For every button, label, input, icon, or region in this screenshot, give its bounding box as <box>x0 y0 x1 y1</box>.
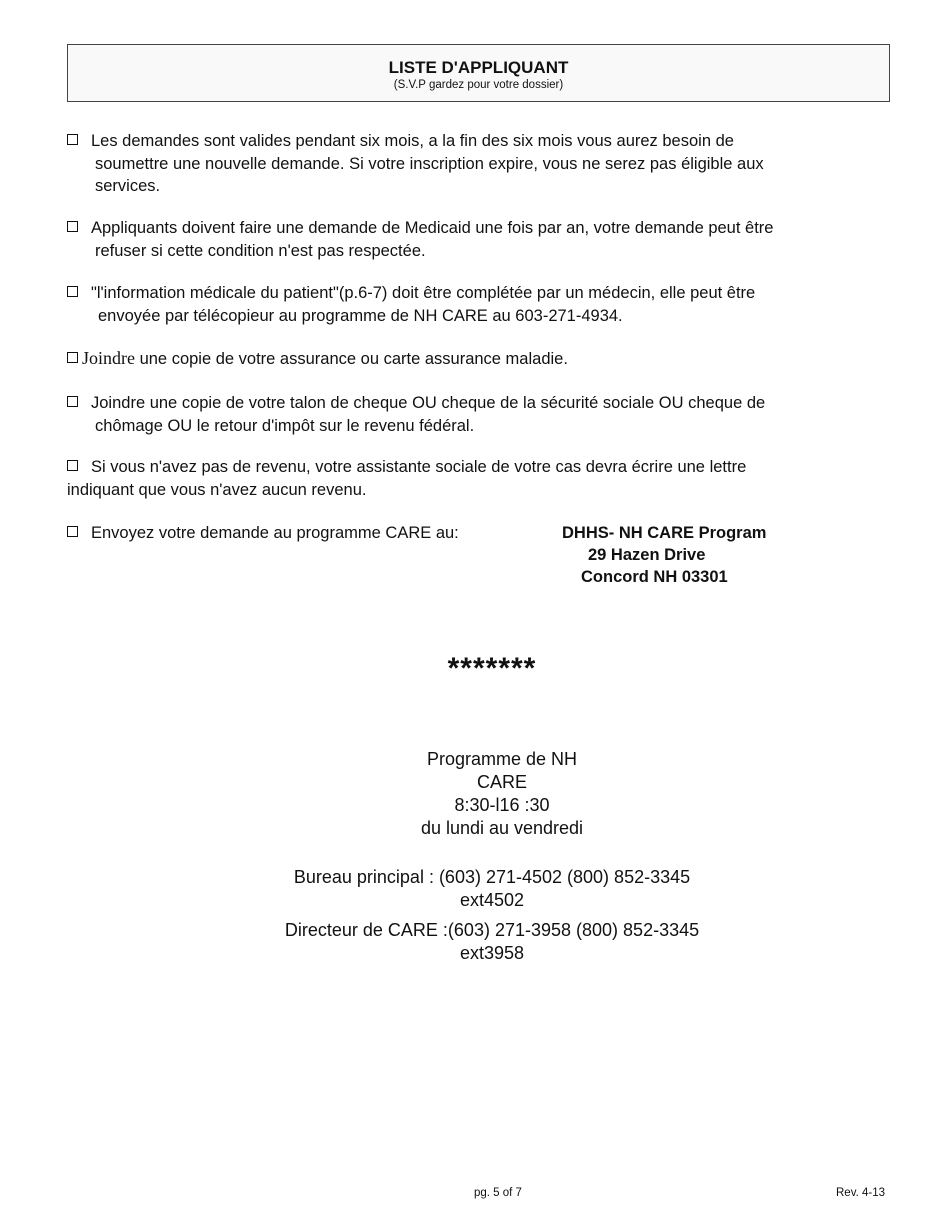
program-info: Programme de NH CARE 8:30-l16 :30 du lundi au vendredi <box>420 749 584 838</box>
checklist-item-no-income: Si vous n'avez pas de revenu, votre assistante sociale de votre cas devra écrire une lettre indiquant que vous n'avez aucun revenu. <box>67 458 747 499</box>
revision-label: Rev. 4-13 <box>836 1187 886 1199</box>
checklist-item-medicaid: Appliquants doivent faire une demande de Medicaid une fois par an, votre demande peut être refuser si cette condition n'est pas respectée. <box>67 217 887 262</box>
checkbox-icon[interactable] <box>67 134 78 145</box>
checkbox-icon[interactable] <box>67 396 78 407</box>
checklist-item-medical-info: "l'information médicale du patient"(p.6-7) doit être complétée par un médecin, elle peut être envoyée par télécopieur au programme de NH CARE au 603-271-4934. <box>67 282 887 327</box>
checklist-item-income-proof: Joindre une copie de votre talon de cheque OU cheque de la sécurité sociale OU cheque de chômage OU le retour d'impôt sur le revenu fédéral. <box>67 392 887 437</box>
separator-stars: ******* <box>447 652 537 685</box>
checkbox-icon[interactable] <box>67 460 78 471</box>
director-contact: Directeur de CARE :(603) 271-3958 (800) 852-3345 ext3958 <box>284 920 700 963</box>
address-line-2: 29 Hazen Drive <box>588 546 706 564</box>
checkbox-icon[interactable] <box>67 526 78 537</box>
checklist-item-insurance-copy: Joindre une copie de votre assurance ou carte assurance maladie. <box>67 347 887 371</box>
page-number: pg. 5 of 7 <box>474 1187 522 1199</box>
checkbox-icon[interactable] <box>67 221 78 232</box>
page-title: LISTE D'APPLIQUANT <box>388 58 569 77</box>
header-box <box>67 44 890 102</box>
page-subtitle: (S.V.P gardez pour votre dossier) <box>393 79 564 91</box>
address-line-1: DHHS- NH CARE Program <box>562 524 767 542</box>
checklist-item-validity: Les demandes sont valides pendant six mois, a la fin des six mois vous aurez besoin de soumettre une nouvelle demande. Si votre inscription expire, vous ne serez pas éligible aux services. <box>67 130 887 198</box>
office-contact: Bureau principal : (603) 271-4502 (800) 852-3345 ext4502 <box>293 867 691 910</box>
address-line-3: Concord NH 03301 <box>581 568 728 586</box>
checkbox-icon[interactable] <box>67 286 78 297</box>
checklist-item-send-application: Envoyez votre demande au programme CARE au: <box>67 522 887 545</box>
checkbox-icon[interactable] <box>67 352 78 363</box>
